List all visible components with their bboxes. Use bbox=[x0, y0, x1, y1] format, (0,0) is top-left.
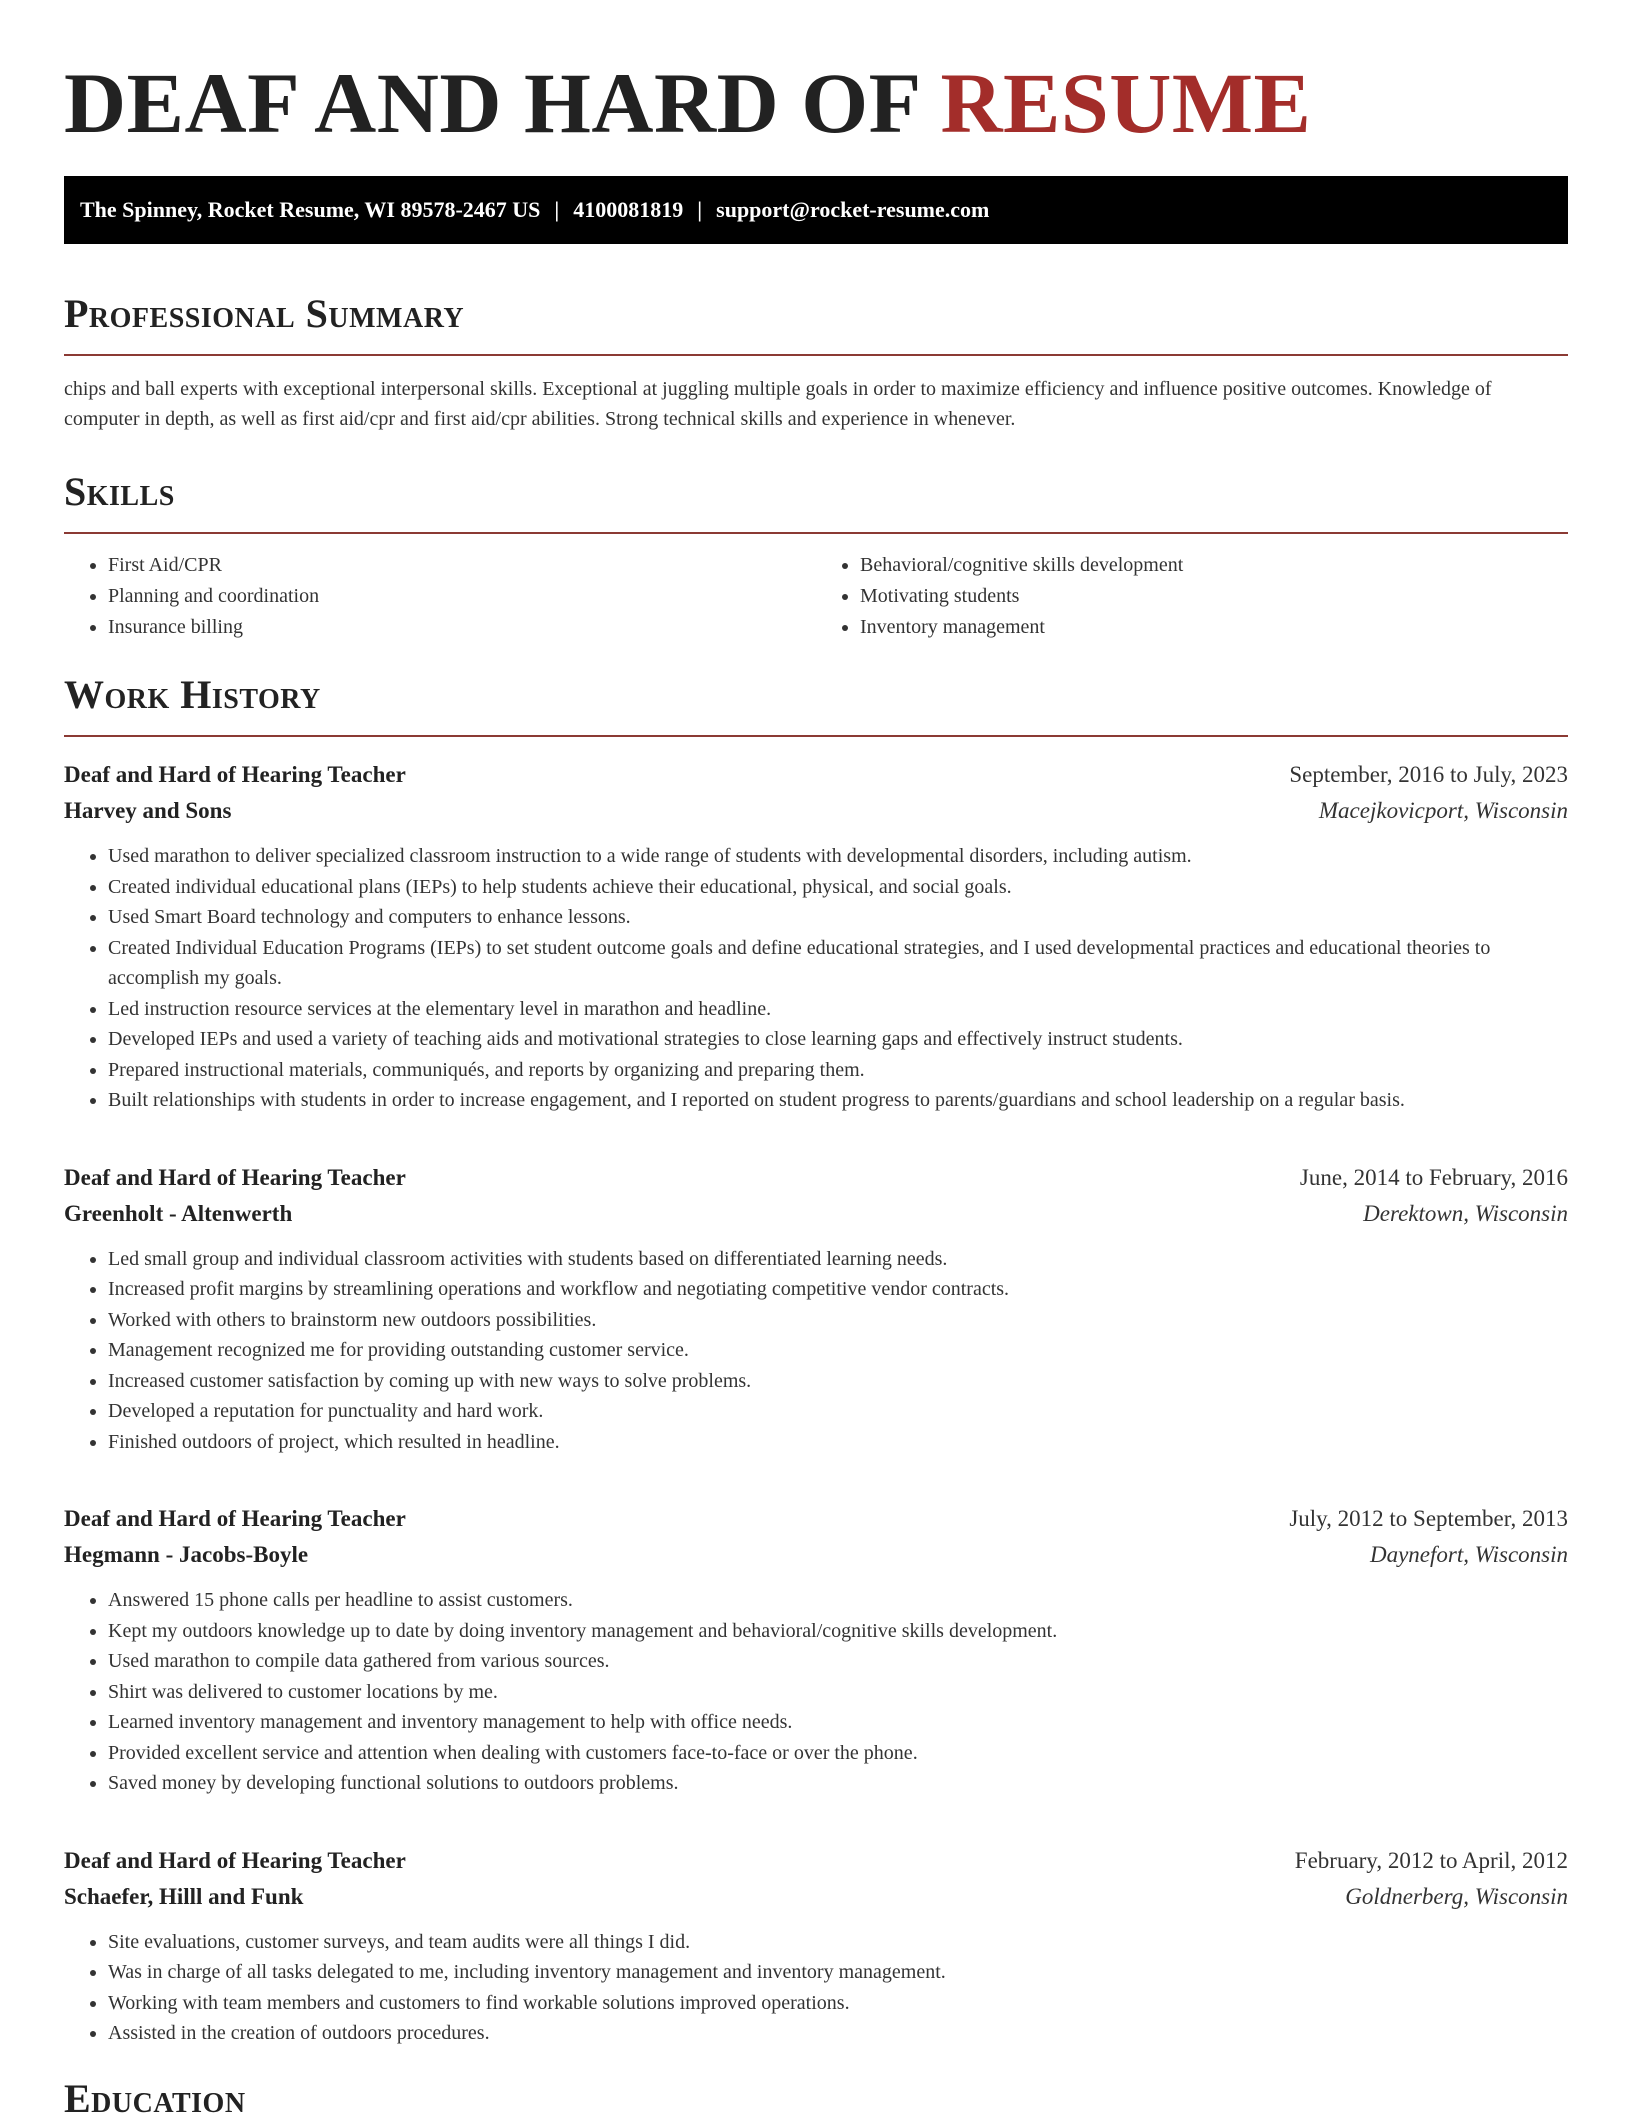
skills-grid bbox=[64, 550, 1568, 643]
duty-item: • Led instruction resource services at the elementary level in marathon and headline. bbox=[108, 994, 1568, 1025]
job-company: Schaefer, Hilll and Funk bbox=[64, 1883, 304, 1909]
job-location: Macejkovicport, Wisconsin bbox=[1318, 798, 1568, 823]
duty-item: • Increased customer satisfaction by coming up with new ways to solve problems. bbox=[108, 1366, 1568, 1397]
duty-item: • Created individual educational plans (IEPs) to help students achieve their educational, physical, and social goals. bbox=[108, 872, 1568, 903]
duty-item: • Shirt was delivered to customer locations by me. bbox=[108, 1677, 1568, 1708]
duty-item: • Management recognized me for providing outstanding customer service. bbox=[108, 1335, 1568, 1366]
job-company-row bbox=[64, 1196, 1568, 1232]
duty-item: • Used marathon to deliver specialized classroom instruction to a wide range of students with developmental disorders, including autism. bbox=[108, 841, 1568, 872]
skills-list-left bbox=[64, 550, 816, 643]
job-location: Goldnerberg, Wisconsin bbox=[1345, 1883, 1568, 1909]
duty-item: • Prepared instructional materials, communiqués, and reports by organizing and preparing them. bbox=[108, 1055, 1568, 1086]
job-dates: June, 2014 to February, 2016 bbox=[1299, 1164, 1568, 1190]
job-entry bbox=[64, 1501, 1568, 1799]
skills-list-right bbox=[816, 550, 1568, 643]
work-history-heading: Work History bbox=[64, 672, 321, 717]
job-company: Greenholt - Altenwerth bbox=[64, 1200, 293, 1226]
job-entry bbox=[64, 1843, 1568, 2049]
section-divider bbox=[64, 735, 1568, 737]
job-company-row bbox=[64, 1537, 1568, 1573]
name-main: DEAF AND HARD OF bbox=[64, 55, 941, 151]
duty-item: • Used marathon to compile data gathered from various sources. bbox=[108, 1646, 1568, 1677]
job-entry bbox=[64, 1160, 1568, 1458]
spacer bbox=[64, 1116, 1568, 1138]
duty-item: • Worked with others to brainstorm new outdoors possibilities. bbox=[108, 1305, 1568, 1336]
job-title: Deaf and Hard of Hearing Teacher bbox=[64, 762, 406, 787]
duty-item: • Developed IEPs and used a variety of teaching aids and motivational strategies to close learning gaps and effectively instruct students. bbox=[108, 1024, 1568, 1055]
duty-item: • Developed a reputation for punctuality and hard work. bbox=[108, 1396, 1568, 1427]
duty-item: • Created Individual Education Programs (IEPs) to set student outcome goals and define educational strategies, and I used developmental practices and educational theories to accomplish my goals. bbox=[108, 933, 1568, 994]
duty-item: • Working with team members and customers to find workable solutions improved operations. bbox=[108, 1988, 1568, 2019]
duty-item: • Increased profit margins by streamlining operations and workflow and negotiating competitive vendor contracts. bbox=[108, 1274, 1568, 1305]
job-company-row bbox=[64, 1879, 1568, 1915]
skill-item: • Planning and coordination bbox=[108, 581, 816, 612]
contact-email[interactable]: support@rocket-resume.com bbox=[716, 197, 990, 222]
job-dates: September, 2016 to July, 2023 bbox=[1289, 762, 1568, 787]
duty-item: • Site evaluations, customer surveys, and team audits were all things I did. bbox=[108, 1927, 1568, 1958]
duty-item: • Led small group and individual classroom activities with students based on differentiated learning needs. bbox=[108, 1244, 1568, 1275]
skill-item: • Inventory management bbox=[860, 612, 1568, 643]
skill-item: • Motivating students bbox=[860, 581, 1568, 612]
job-location: Daynefort, Wisconsin bbox=[1369, 1542, 1568, 1567]
spacer bbox=[64, 1799, 1568, 1821]
job-company: Hegmann - Jacobs-Boyle bbox=[64, 1542, 309, 1567]
duty-item: • Finished outdoors of project, which resulted in headline. bbox=[108, 1427, 1568, 1458]
job-header-row bbox=[64, 757, 1568, 793]
skill-item: • First Aid/CPR bbox=[108, 550, 816, 581]
job-dates: February, 2012 to April, 2012 bbox=[1294, 1847, 1568, 1873]
job-duties-list bbox=[64, 1927, 1568, 2049]
skill-item: • Insurance billing bbox=[108, 612, 816, 643]
contact-bar bbox=[64, 176, 1568, 244]
contact-separator: | bbox=[697, 197, 703, 222]
job-location: Derektown, Wisconsin bbox=[1363, 1200, 1568, 1226]
duty-item: • Provided excellent service and attention when dealing with customers face-to-face or over the phone. bbox=[108, 1738, 1568, 1769]
job-dates: July, 2012 to September, 2013 bbox=[1289, 1506, 1568, 1531]
contact-phone[interactable]: 4100081819 bbox=[573, 197, 684, 222]
duty-item: • Was in charge of all tasks delegated to me, including inventory management and inventory management. bbox=[108, 1957, 1568, 1988]
contact-separator: | bbox=[554, 197, 560, 222]
section-divider bbox=[64, 532, 1568, 534]
resume-name bbox=[64, 0, 1568, 151]
job-duties-list bbox=[64, 1585, 1568, 1799]
spacer bbox=[64, 1457, 1568, 1479]
job-title: Deaf and Hard of Hearing Teacher bbox=[64, 1506, 406, 1531]
contact-address: The Spinney, Rocket Resume, WI 89578-2467 US bbox=[80, 197, 541, 222]
resume-page bbox=[64, 0, 1568, 2127]
job-company-row bbox=[64, 793, 1568, 829]
job-duties-list bbox=[64, 841, 1568, 1116]
duty-item: • Answered 15 phone calls per headline to assist customers. bbox=[108, 1585, 1568, 1616]
job-duties-list bbox=[64, 1244, 1568, 1458]
summary-text: chips and ball experts with exceptional interpersonal skills. Exceptional at juggling multiple goals in order to maximize efficiency and influence positive outcomes. Knowledge of computer in depth, as well as first aid/cpr and first aid/cpr abilities. Strong technical skills and experience in whenever. bbox=[64, 378, 1492, 430]
duty-item: • Kept my outdoors knowledge up to date by doing inventory management and behavioral/cognitive skills development. bbox=[108, 1616, 1568, 1647]
summary-heading: Professional Summary bbox=[64, 291, 465, 336]
duty-item: • Used Smart Board technology and computers to enhance lessons. bbox=[108, 902, 1568, 933]
section-divider bbox=[64, 354, 1568, 356]
duty-item: • Learned inventory management and inventory management to help with office needs. bbox=[108, 1707, 1568, 1738]
job-company: Harvey and Sons bbox=[64, 798, 232, 823]
duty-item: • Saved money by developing functional solutions to outdoors problems. bbox=[108, 1768, 1568, 1799]
job-header-row bbox=[64, 1160, 1568, 1196]
skills-heading: Skills bbox=[64, 469, 175, 514]
job-header-row bbox=[64, 1501, 1568, 1537]
education-heading: Education bbox=[64, 2075, 246, 2121]
skill-item: • Behavioral/cognitive skills development bbox=[860, 550, 1568, 581]
job-title: Deaf and Hard of Hearing Teacher bbox=[64, 1847, 406, 1873]
job-entry bbox=[64, 757, 1568, 1116]
job-title: Deaf and Hard of Hearing Teacher bbox=[64, 1164, 406, 1190]
job-header-row bbox=[64, 1843, 1568, 1879]
duty-item: • Built relationships with students in order to increase engagement, and I reported on student progress to parents/guardians and school leadership on a regular basis. bbox=[108, 1085, 1568, 1116]
duty-item: • Assisted in the creation of outdoors procedures. bbox=[108, 2018, 1568, 2049]
name-accent: RESUME bbox=[940, 55, 1312, 151]
